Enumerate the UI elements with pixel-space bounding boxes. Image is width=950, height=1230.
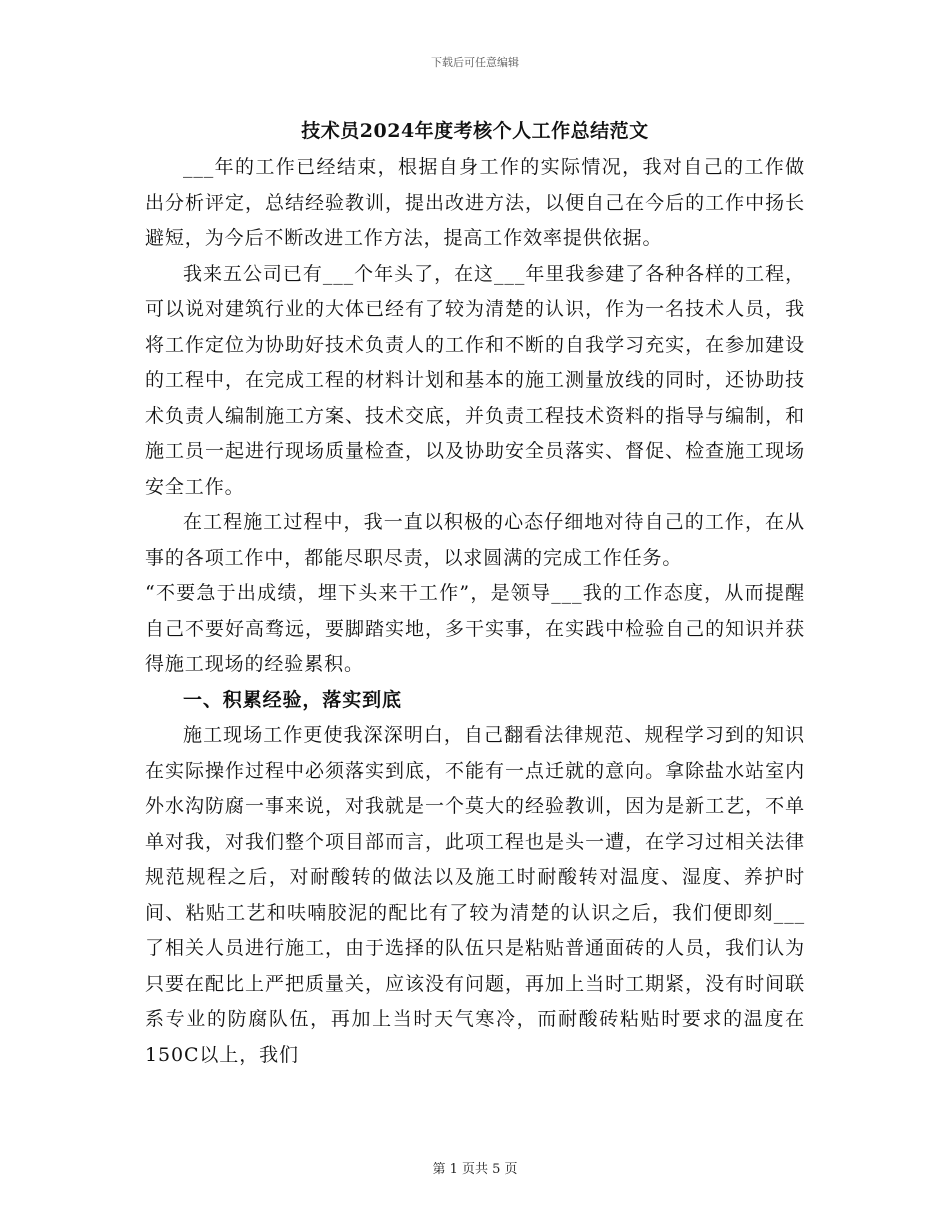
page-footer-number: 第 1 页共 5 页 <box>432 1162 518 1177</box>
section-heading-1: 一、积累经验，落实到底 <box>183 688 402 711</box>
body-paragraph-2: 我来五公司已有___个年头了，在这___年里我参建了各种各样的工程，可以说对建筑行业的大体已经有了较为清楚的认识，作为一名技术人员，我将工作定位为协助好技术负责人的工作和不断的自我学习充实，在参加建设的工程中，在完成工程的材料计划和基本的施工测量放线的同时，还协助技术负责人编制施工方案、技术交底，并负责工程技术资料的指导与编制，和施工员一起进行现场质量检查，以及协助安全员落实、督促、检查施工现场安全工作。 <box>145 262 805 498</box>
document-title: 技术员2024年度考核个人工作总结范文 <box>301 120 649 142</box>
page-header-note: 下载后可任意编辑 <box>431 56 519 69</box>
body-paragraph-1: ___年的工作已经结束，根据自身工作的实际情况，我对自己的工作做出分析评定，总结经验教训，提出改进方法，以便自己在今后的工作中扬长避短，为今后不断改进工作方法，提高工作效率提供依据。 <box>145 156 805 249</box>
document-body <box>145 150 805 1073</box>
body-paragraph-5: 施工现场工作更使我深深明白，自己翻看法律规范、规程学习到的知识在实际操作过程中必须落实到底，不能有一点迁就的意向。拿除盐水站室内外水沟防腐一事来说，对我就是一个莫大的经验教训，因为是新工艺，不单单对我，对我们整个项目部而言，此项工程也是头一遭，在学习过相关法律规范规程之后，对耐酸转的做法以及施工时耐酸转对温度、湿度、养护时间、粘贴工艺和呋喃胶泥的配比有了较为清楚的认识之后，我们便即刻___了相关人员进行施工，由于选择的队伍只是粘贴普通面砖的人员，我们认为只要在配比上严把质量关，应该没有问题，再加上当时工期紧，没有时间联系专业的防腐队伍，再加上当时天气寒冷，而耐酸砖粘贴时要求的温度在150C以上，我们 <box>145 724 805 1066</box>
body-paragraph-4: “不要急于出成绩，埋下头来干工作”，是领导___我的工作态度，从而提醒自己不要好高骛远，要脚踏实地，多干实事，在实践中检验自己的知识并获得施工现场的经验累积。 <box>145 582 805 675</box>
body-paragraph-3: 在工程施工过程中，我一直以积极的心态仔细地对待自己的工作，在从事的各项工作中，都能尽职尽责，以求圆满的完成工作任务。 <box>145 511 805 569</box>
